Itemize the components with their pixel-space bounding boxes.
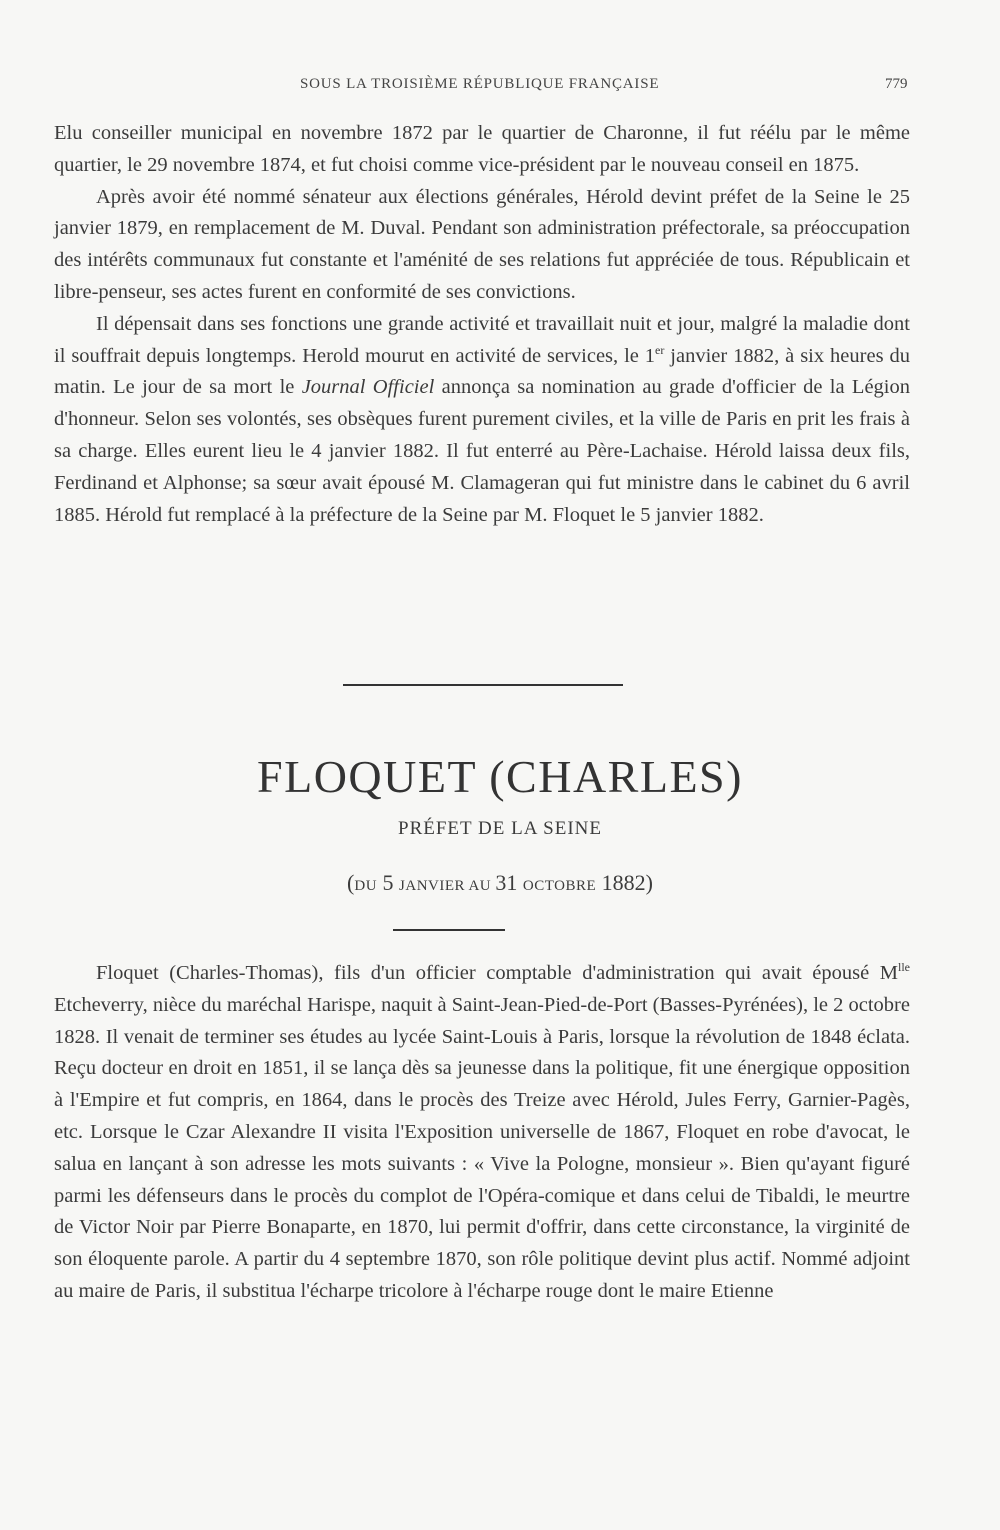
dates-du: DU	[354, 878, 378, 894]
dates-au: AU	[465, 878, 496, 894]
dates-day2: 31	[495, 870, 523, 895]
running-head	[0, 76, 1000, 100]
page-number: 779	[885, 76, 908, 92]
previous-article-text	[54, 118, 910, 531]
paragraph-3-part3: annonça sa nomination au grade d'officier de la Légion d'honneur. Selon ses volontés, ses obsèques furent purement civiles, et la ville de Paris en prit les frais à sa charge. Elles eurent lieu le 4 janvier 1882. Il fut enterré au Père-Lachaise. Hérold laissa deux fils, Ferdinand et Alphonse; sa sœur avait épousé M. Clamageran qui fut ministre dans le cabinet du 6 avril 1885. Hérold fut remplacé à la préfecture de la Seine par M. Floquet le 5 janvier 1882.	[54, 376, 910, 526]
paragraph-3	[54, 309, 910, 532]
paragraph-3-part2: janvier 1882, à six heures du matin. Le jour de sa mort le	[54, 344, 910, 399]
paragraph-2: Après avoir été nommé sénateur aux élections générales, Hérold devint préfet de la Seine le 25 janvier 1879, en remplacement de M. Duval. Pendant son administration préfectorale, sa préoccupation des intérêts communaux fut constante et l'aménité de ses relations fut appréciée de tous. Républicain et libre-penseur, ses actes furent en conformité de ses convictions.	[54, 185, 910, 303]
article-dates	[0, 870, 1000, 896]
article-p1-part2: Etcheverry, nièce du maréchal Harispe, naquit à Saint-Jean-Pied-de-Port (Basses-Pyrénées), le 2 octobre 1828. Il venait de terminer ses études au lycée Saint-Louis à Paris, lorsque la révolution de 1848 éclata. Reçu docteur en droit en 1851, il se lança dès sa jeunesse dans la politique, fit une énergique opposition à l'Empire et fut compris, en 1864, dans le procès des Treize avec Hérold, Jules Ferry, Garnier-Pagès, etc. Lorsque le Czar Alexandre II visita l'Exposition universelle de 1867, Floquet en robe d'avocat, le salua en lançant à son adresse les mots suivants : « Vive la Pologne, monsieur ». Bien qu'ayant figuré parmi les défenseurs dans le procès du complot de l'Opéra-comique et dans celui de Tibaldi, le meurtre de Victor Noir par Pierre Bonaparte, en 1870, lui permit d'offrir, dans cette circonstance, la virginité de son éloquente parole. A partir du 4 septembre 1870, son rôle politique devint plus actif. Nommé adjoint au maire de Paris, il substitua l'écharpe tricolore à l'écharpe rouge dont le maire Etienne	[54, 993, 910, 1302]
article-p1-part1: Floquet (Charles-Thomas), fils d'un officier comptable d'administration qui avait épousé M	[96, 962, 898, 984]
mademoiselle-superscript: lle	[898, 960, 910, 975]
ordinal-superscript: er	[655, 342, 665, 357]
article-paragraph-1	[54, 958, 910, 1308]
section-divider-rule	[343, 684, 623, 686]
article-title: FLOQUET (CHARLES)	[257, 751, 743, 802]
dates-day1: 5	[377, 870, 400, 895]
dates-year-close: 1882)	[596, 870, 653, 895]
paragraph-3-part1: Il dépensait dans ses fonctions une grande activité et travaillait nuit et jour, malgré la maladie dont il souffrait depuis longtemps. Herold mourut en activité de services, le 1	[54, 312, 910, 367]
article-body	[54, 958, 910, 1308]
dates-month2: OCTOBRE	[522, 878, 597, 894]
dates-month1: JANVIER	[399, 878, 466, 894]
title-divider-rule	[393, 929, 505, 931]
paragraph-1: Elu conseiller municipal en novembre 1872 par le quartier de Charonne, il fut réélu par le même quartier, le 29 novembre 1874, et fut choisi comme vice-président par le nouveau conseil en 1875.	[54, 122, 910, 176]
journal-officiel-italic: Journal Officiel	[301, 376, 435, 399]
dates-open-paren: (	[347, 870, 355, 895]
running-head-title: SOUS LA TROISIÈME RÉPUBLIQUE FRANÇAISE	[300, 76, 660, 92]
article-subtitle: PRÉFET DE LA SEINE	[398, 818, 602, 839]
